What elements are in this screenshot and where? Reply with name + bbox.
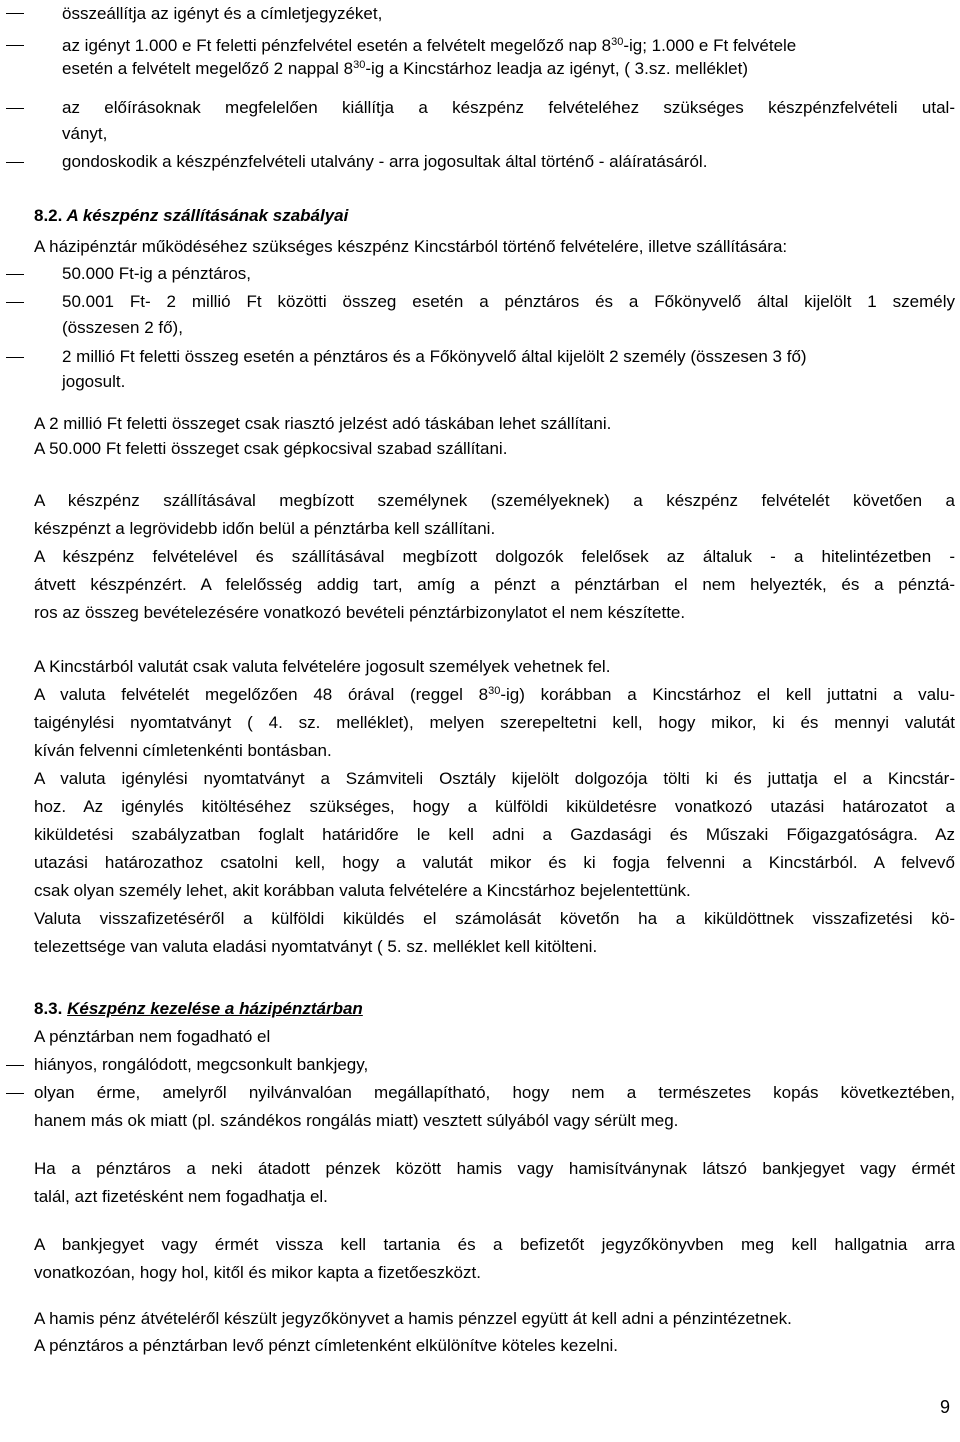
text-line: taigénylési nyomtatványt ( 4. sz. melléklet), melyen szerepeltetni kell, hogy mikor, ki és mennyi valutát [34,713,955,732]
text-line: vonatkozóan, hogy hol, kitől és mikor kapta a fizetőeszközt. [34,1263,481,1282]
text-line: A pénztáros a pénztárban levő pénzt címletenként elkülönítve köteles kezelni. [34,1336,619,1355]
text-line: kíván felvenni címletenkénti bontásban. [34,741,332,760]
list-dash [6,13,24,14]
text-line: 50.000 Ft-ig a pénztáros, [62,264,252,283]
list-dash [6,357,24,358]
text-line: készpénzt a legrövidebb időn belül a pénztárba kell szállítani. [34,519,496,538]
list-dash [6,108,24,109]
text-line: olyan érme, amelyről nyilvánvalóan megállapítható, hogy nem a természetes kopás következtében, [34,1083,955,1102]
text-line: kiküldetési szabályzatban foglalt határidőre le kell adni a Gazdasági és Műszaki Főigazgatóságra. Az [34,825,955,844]
text-line: Valuta visszafizetéséről a külföldi kiküldés el számolását követőn ha a kiküldöttnek visszafizetési kö- [34,909,955,928]
text-line: A házipénztár működéséhez szükséges készpénz Kincstárból történő felvételére, illetve szállítására: [34,237,788,256]
text-line: A Kincstárból valutát csak valuta felvételére jogosult személyek vehetnek fel. [34,657,611,676]
text-line: Ha a pénztáros a neki átadott pénzek között hamis vagy hamisítványnak látszó bankjegyet vagy érmét [34,1159,955,1178]
list-dash [6,162,24,163]
text-line: A valuta igénylési nyomtatványt a Számviteli Osztály kijelölt dolgozója tölti ki és juttatja el a Kincstár- [34,769,955,788]
text-line: A készpénz szállításával megbízott személynek (személyeknek) a készpénz felvételét követően a [34,491,955,510]
text-line: összeállítja az igényt és a címletjegyzéket, [62,4,383,23]
text-line: 50.001 Ft- 2 millió Ft közötti összeg esetén a pénztáros és a Főkönyvelő által kijelölt 1 személy [62,292,955,311]
text-line: az igényt 1.000 e Ft feletti pénzfelvétel esetén a felvételt megelőző nap $8^{30}-ig$; 1.000 e Ft felvétele [62,36,797,55]
section-heading-8-3: 8.3. Készpénz kezelése a házipénztárban [34,999,363,1018]
text-line: hanem más ok miatt (pl. szándékos rongálás miatt) vesztett súlyából vagy sérült meg. [34,1111,679,1130]
text-line: A bankjegyet vagy érmét vissza kell tartania és a befizetőt jegyzőkönyvben meg kell hallgatnia arra [34,1235,955,1254]
text-line: gondoskodik a készpénzfelvételi utalvány - arra jogosultak által történő - aláíratásáról. [62,152,708,171]
list-dash [6,45,24,46]
text-line: 2 millió Ft feletti összeg esetén a pénztáros és a Főkönyvelő által kijelölt 2 személy (összesen 3 fő) [62,347,807,366]
text-line: hiányos, rongálódott, megcsonkult bankjegy, [34,1055,369,1074]
list-dash [6,1093,24,1094]
text-line: utazási határozathoz csatolni kell, hogy a valutát mikor és ki fogja felvenni a Kincstárból. A felvevő [34,853,955,872]
text-line: átvett készpénzért. A felelősség addig tart, amíg a pénzt a pénztárban el nem helyezték, és a pénztá- [34,575,955,594]
text-line: esetén a felvételt megelőző 2 nappal $8^{30}-ig$ a Kincstárhoz leadja az igényt, ( 3.sz. melléklet) [62,59,749,78]
text-line: ros az összeg bevételezésére vonatkozó bevételi pénztárbizonylatot el nem készítette. [34,603,686,622]
text-line: A hamis pénz átvételéről készült jegyzőkönyvet a hamis pénzzel együtt át kell adni a pénzintézetnek. [34,1309,792,1328]
text-line: telezettsége van valuta eladási nyomtatványt ( 5. sz. melléklet kell kitölteni. [34,937,598,956]
list-dash [6,302,24,303]
text-line: jogosult. [62,372,126,391]
text-line: hoz. Az igénylés kitöltéséhez szükséges, hogy a külföldi kiküldetésre vonatkozó utazási határozatot a [34,797,955,816]
list-dash [6,1065,24,1066]
text-line: az előírásoknak megfelelően kiállítja a készpénz felvételéhez szükséges készpénzfelvételi utal- [62,98,955,117]
text-line: csak olyan személy lehet, akit korábban valuta felvételére a Kincstárhoz bejelentettünk. [34,881,691,900]
text-line: A készpénz felvételével és szállításával megbízott dolgozók felelősek az általuk - a hitelintézetben - [34,547,955,566]
text-line: A pénztárban nem fogadható el [34,1027,271,1046]
page-number: 9 [940,1397,951,1417]
section-heading-8-2: 8.2. A készpénz szállításának szabályai [34,206,349,225]
text-line: A 2 millió Ft feletti összeget csak riasztó jelzést adó táskában lehet szállítani. [34,414,612,433]
text-line: talál, azt fizetésként nem fogadhatja el. [34,1187,328,1206]
text-line: (összesen 2 fő), [62,318,183,337]
text-line: ványt, [62,124,108,143]
text-line: A 50.000 Ft feletti összeget csak gépkocsival szabad szállítani. [34,439,508,458]
list-dash [6,274,24,275]
text-line: A valuta felvételét megelőzően 48 órával (reggel $8^{30}-ig$) korábban a Kincstárhoz el kell juttatni a valu- [34,685,955,704]
